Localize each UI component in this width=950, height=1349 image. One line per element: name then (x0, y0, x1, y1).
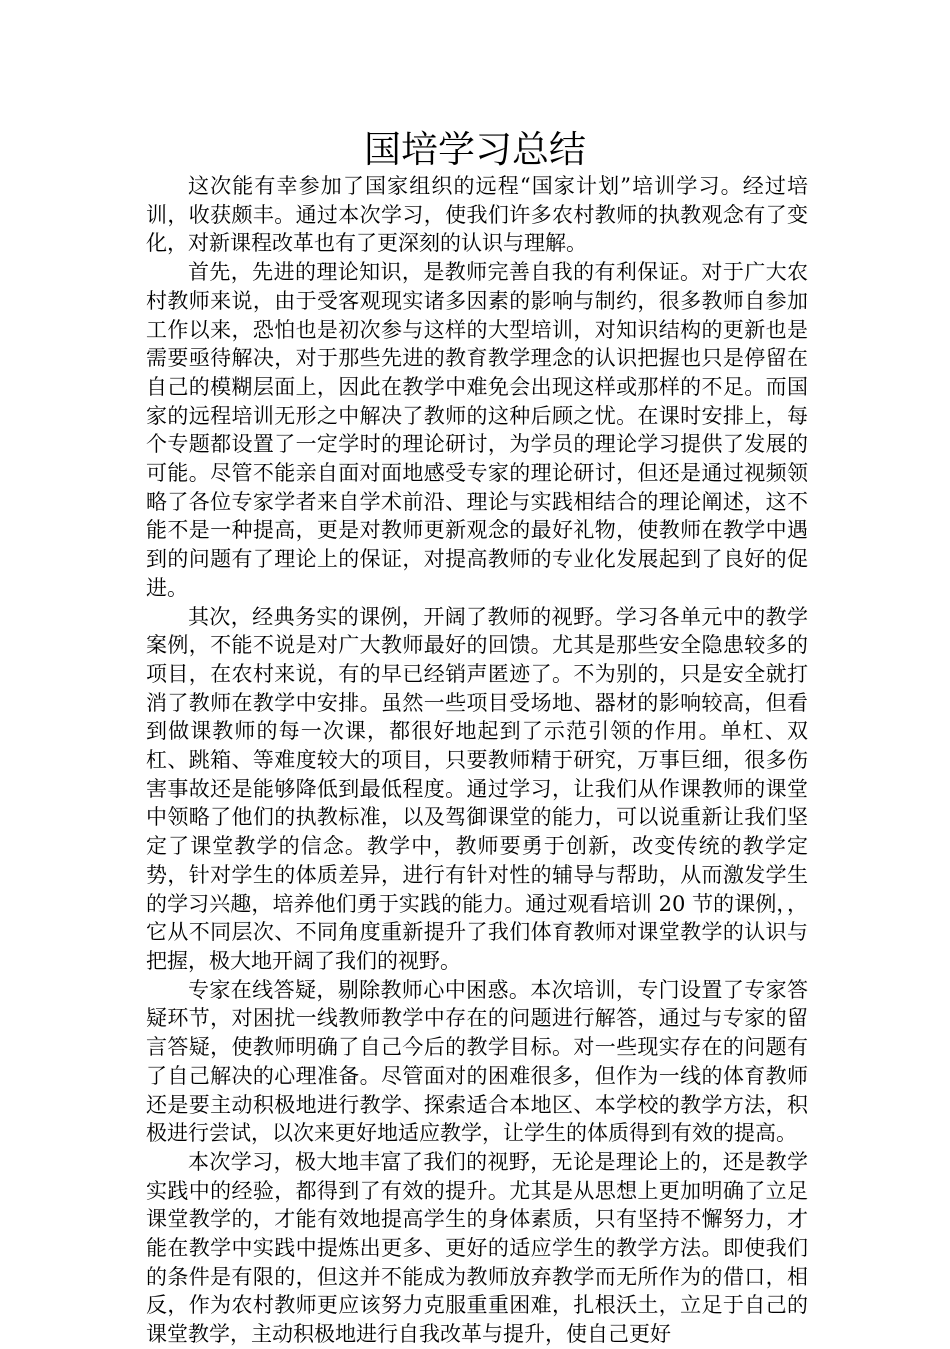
paragraph-intro: 这次能有幸参加了国家组织的远程“国家计划”培训学习。经过培训，收获颇丰。通过本次学习，使我们许多农村教师的执教观念有了变化，对新课程改革也有了更深刻的认识与理解。 (146, 174, 808, 256)
paragraph-expert-qa: 专家在线答疑，剔除教师心中困惑。本次培训，专门设置了专家答疑环节，对困扰一线教师教学中存在的问题进行解答，通过与专家的留言答疑，使教师明确了自己今后的教学目标。对一些现实存在的问题有了自己解决的心理准备。尽管面对的困难很多，但作为一线的体育教师还是要主动积极地进行教学、探索适合本地区、本学校的教学方法，积极进行尝试，以次来更好地适应教学，让学生的体质得到有效的提高。 (146, 977, 808, 1146)
document-body (146, 172, 808, 1349)
paragraph-lesson-examples: 其次，经典务实的课例，开阔了教师的视野。学习各单元中的教学案例，不能不说是对广大教师最好的回馈。尤其是那些安全隐患较多的项目，在农村来说，有的早已经销声匿迹了。不为别的，只是安全就打消了教师在教学中安排。虽然一些项目受场地、器材的影响较高，但看到做课教师的每一次课，都很好地起到了示范引领的作用。单杠、双杠、跳箱、等难度较大的项目，只要教师精于研究，万事巨细，很多伤害事故还是能够降低到最低程度。通过学习，让我们从作课教师的课堂中领略了他们的执教标准，以及驾御课堂的能力，可以说重新让我们坚定了课堂教学的信念。教学中，教师要勇于创新，改变传统的教学定势，针对学生的体质差异，进行有针对性的辅导与帮助，从而激发学生的学习兴趣，培养他们勇于实践的能力。通过观看培训 20 节的课例，，它从不同层次、不同角度重新提升了我们体育教师对课堂教学的认识与把握，极大地开阔了我们的视野。 (146, 604, 808, 973)
paragraph-conclusion: 本次学习，极大地丰富了我们的视野，无论是理论上的，还是教学实践中的经验，都得到了有效的提升。尤其是从思想上更加明确了立足课堂教学的，才能有效地提高学生的身体素质，只有坚持不懈努力，才能在教学中实践中提炼出更多、更好的适应学生的教学方法。即使我们的条件是有限的，但这并不能成为教师放弃教学而无所作为的借口，相反，作为农村教师更应该努力克服重重困难，扎根沃土，立足于自己的课堂教学，主动积极地进行自我改革与提升，使自己更好 (146, 1149, 808, 1347)
document-title: 国培学习总结 (364, 128, 586, 171)
paragraph-theory: 首先，先进的理论知识，是教师完善自我的有利保证。对于广大农村教师来说，由于受客观现实诸多因素的影响与制约，很多教师自参加工作以来，恐怕也是初次参与这样的大型培训，对知识结构的更新也是需要亟待解决，对于那些先进的教育教学理念的认识把握也只是停留在自己的模糊层面上，因此在教学中难免会出现这样或那样的不足。而国家的远程培训无形之中解决了教师的这种后顾之忧。在课时安排上，每个专题都设置了一定学时的理论研讨，为学员的理论学习提供了发展的可能。尽管不能亲自面对面地感受专家的理论研讨，但还是通过视频领略了各位专家学者来自学术前沿、理论与实践相结合的理论阐述，这不能不是一种提高，更是对教师更新观念的最好礼物，使教师在教学中遇到的问题有了理论上的保证，对提高教师的专业化发展起到了良好的促进。 (146, 260, 808, 600)
